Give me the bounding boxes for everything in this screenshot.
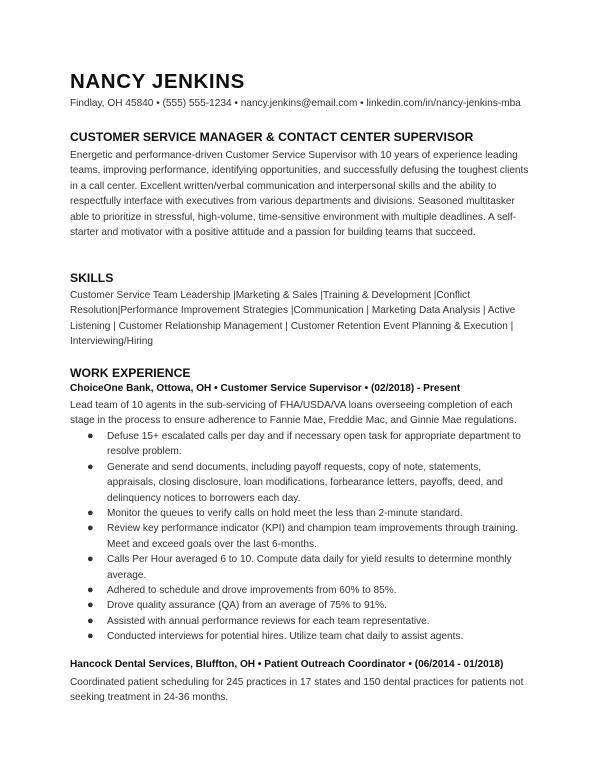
list-item	[70, 598, 532, 613]
bullet-text: Adhered to schedule and drove improvements from 60% to 85%.	[107, 585, 397, 597]
summary-text: Energetic and performance-driven Customer Service Supervisor with 10 years of experience leading teams, improving performance, identifying opportunities, and successfully defusing the toughest clients in a call center. Excellent written/verbal communication and interpersonal skills and the ability to respectfully interface with executives from various departments and divisions. Seasoned multitasker able to prioritize in stressful, high-volume, time-sensitive environment with multiple deadlines. A self-starter and motivator with a positive attitude and a passion for building teams that succeed.	[70, 150, 529, 239]
job-description: Coordinated patient scheduling for 245 practices in 17 states and 150 dental practices for patients not seeking treatment in 24-36 months.	[70, 677, 524, 704]
contact-line: Findlay, OH 45840 • (555) 555-1234 • nancy.jenkins@email.com • linkedin.com/in/nancy-jenkins-mba	[70, 98, 521, 109]
bullet-icon: ●	[87, 507, 94, 520]
job-title-line: Hancock Dental Services, Bluffton, OH • Patient Outreach Coordinator • (06/2014 - 01/2018)	[70, 659, 504, 670]
candidate-name: NANCY JENKINS	[70, 70, 245, 93]
bullet-text: Drove quality assurance (QA) from an average of 75% to 91%.	[107, 600, 387, 612]
skills-text: Customer Service Team Leadership |Marketing & Sales |Training & Development |Conflict Resolution|Performance Improvement Strategies |Communication | Marketing Data Analysis | Active Listening | Customer Relationship Management | Customer Retention Event Planning & Execution | Interviewing/Hiring	[70, 290, 516, 348]
list-item	[70, 521, 532, 552]
list-item	[70, 506, 532, 521]
bullet-icon: ●	[87, 522, 94, 535]
experience-heading: WORK EXPERIENCE	[70, 366, 191, 380]
bullet-icon: ●	[87, 584, 94, 597]
job-description: Lead team of 10 agents in the sub-servicing of FHA/USDA/VA loans overseeing completion of each stage in the process to ensure adherence to Fannie Mae, Freddie Mac, and Ginnie Mae regulations.	[70, 400, 517, 427]
bullet-icon: ●	[87, 599, 94, 612]
summary-heading: CUSTOMER SERVICE MANAGER & CONTACT CENTER SUPERVISOR	[70, 130, 474, 144]
bullet-icon: ●	[87, 614, 94, 627]
list-item	[70, 629, 532, 644]
bullet-text: Conducted interviews for potential hires. Utilize team chat daily to assist agents.	[107, 631, 464, 643]
list-item	[70, 583, 532, 598]
job-title-line: ChoiceOne Bank, Ottowa, OH • Customer Service Supervisor • (02/2018) - Present	[70, 383, 461, 394]
skills-heading: SKILLS	[70, 271, 114, 285]
bullet-text: Defuse 15+ escalated calls per day and if necessary open task for appropriate department to resolve problem.	[107, 431, 521, 458]
bullet-icon: ●	[87, 630, 94, 643]
bullet-text: Calls Per Hour averaged 6 to 10. Compute data daily for yield results to determine monthly average.	[107, 554, 512, 581]
bullet-text: Review key performance indicator (KPI) and champion team improvements through training. Meet and exceed goals over the last 6-months.	[107, 523, 519, 550]
list-item	[70, 614, 532, 629]
bullet-text: Monitor the queues to verify calls on hold meet the less than 2-minute standard.	[107, 508, 463, 520]
list-item	[70, 429, 532, 460]
list-item	[70, 552, 532, 583]
bullet-icon: ●	[87, 460, 94, 473]
bullet-text: Assisted with annual performance reviews for each team representative.	[107, 615, 430, 627]
bullet-icon: ●	[87, 430, 94, 442]
bullet-icon: ●	[87, 553, 94, 566]
job-bullet-list	[70, 429, 532, 645]
bullet-text: Generate and send documents, including payoff requests, copy of note, statements, appraisals, closing disclosure, loan modifications, forbearance letters, payoffs, deed, and delinquency notices to borrowers each day.	[107, 461, 503, 504]
list-item	[70, 460, 532, 506]
